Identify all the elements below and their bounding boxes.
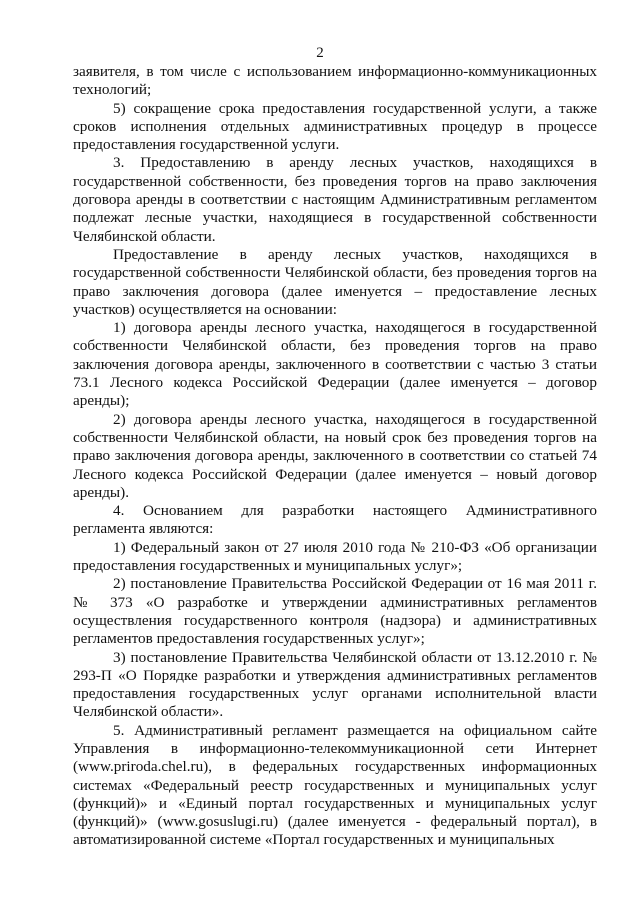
paragraph-continuation: заявителя, в том числе с использованием информационно-коммуникационных технологий; [73, 63, 597, 99]
paragraph-legal-item-3: 3) постановление Правительства Челябинской области от 13.12.2010 г. № 293-П «О Порядке разработки и утверждения административных регламентов предоставления государственных услуг органами исполнительной власти Челябинской области». [73, 648, 597, 721]
paragraph-basis-item-1: 1) договора аренды лесного участка, находящегося в государственной собственности Челябинской области, без проведения торгов на право заключения договора аренды, заключенного в соответствии с частью 3 статьи 73.1 Лесного кодекса Российской Федерации (далее именуется – договор аренды); [73, 319, 597, 410]
paragraph-provision-basis: Предоставление в аренду лесных участков, находящихся в государственной собственности Челябинской области, без проведения торгов на право заключения договора (далее именуется – предоставление лесных участков) осуществляется на основании: [73, 245, 597, 318]
paragraph-3: 3. Предоставлению в аренду лесных участков, находящихся в государственной собственности, без проведения торгов на право заключения договора аренды в соответствии с настоящим Административным регламентом подлежат лесные участки, находящиеся в государственной собственности Челябинской области. [73, 154, 597, 245]
paragraph-legal-item-2: 2) постановление Правительства Российской Федерации от 16 мая 2011 г. № 373 «О разработке и утверждении административных регламентов осуществления государственного контроля (надзора) и административных регламентов предоставления государственных услуг»; [73, 575, 597, 648]
paragraph-4: 4. Основанием для разработки настоящего Административного регламента являются: [73, 502, 597, 538]
paragraph-basis-item-2: 2) договора аренды лесного участка, находящегося в государственной собственности Челябинской области, на новый срок без проведения торгов на право заключения договора аренды, заключенного в соответствии со статьей 74 Лесного кодекса Российской Федерации (далее именуется – новый договор аренды). [73, 410, 597, 501]
document-body [73, 63, 597, 850]
paragraph-legal-item-1: 1) Федеральный закон от 27 июля 2010 года № 210-ФЗ «Об организации предоставления государственных и муниципальных услуг»; [73, 538, 597, 575]
paragraph-item-5-reduction: 5) сокращение срока предоставления государственной услуги, а также сроков исполнения отдельных административных процедур в процессе предоставления государственной услуги. [73, 99, 597, 154]
paragraph-5: 5. Административный регламент размещается на официальном сайте Управления в информационно-телекоммуникационной сети Интернет (www.priroda.chel.ru), в федеральных государственных информационных системах «Федеральный реестр государственных и муниципальных услуг (функций)» и «Единый портал государственных и муниципальных услуг (функций)» (www.gosuslugi.ru) (далее именуется - федеральный портал), в автоматизированной системе «Портал государственных и муниципальных [73, 721, 597, 849]
page-number: 2 [316, 45, 324, 61]
